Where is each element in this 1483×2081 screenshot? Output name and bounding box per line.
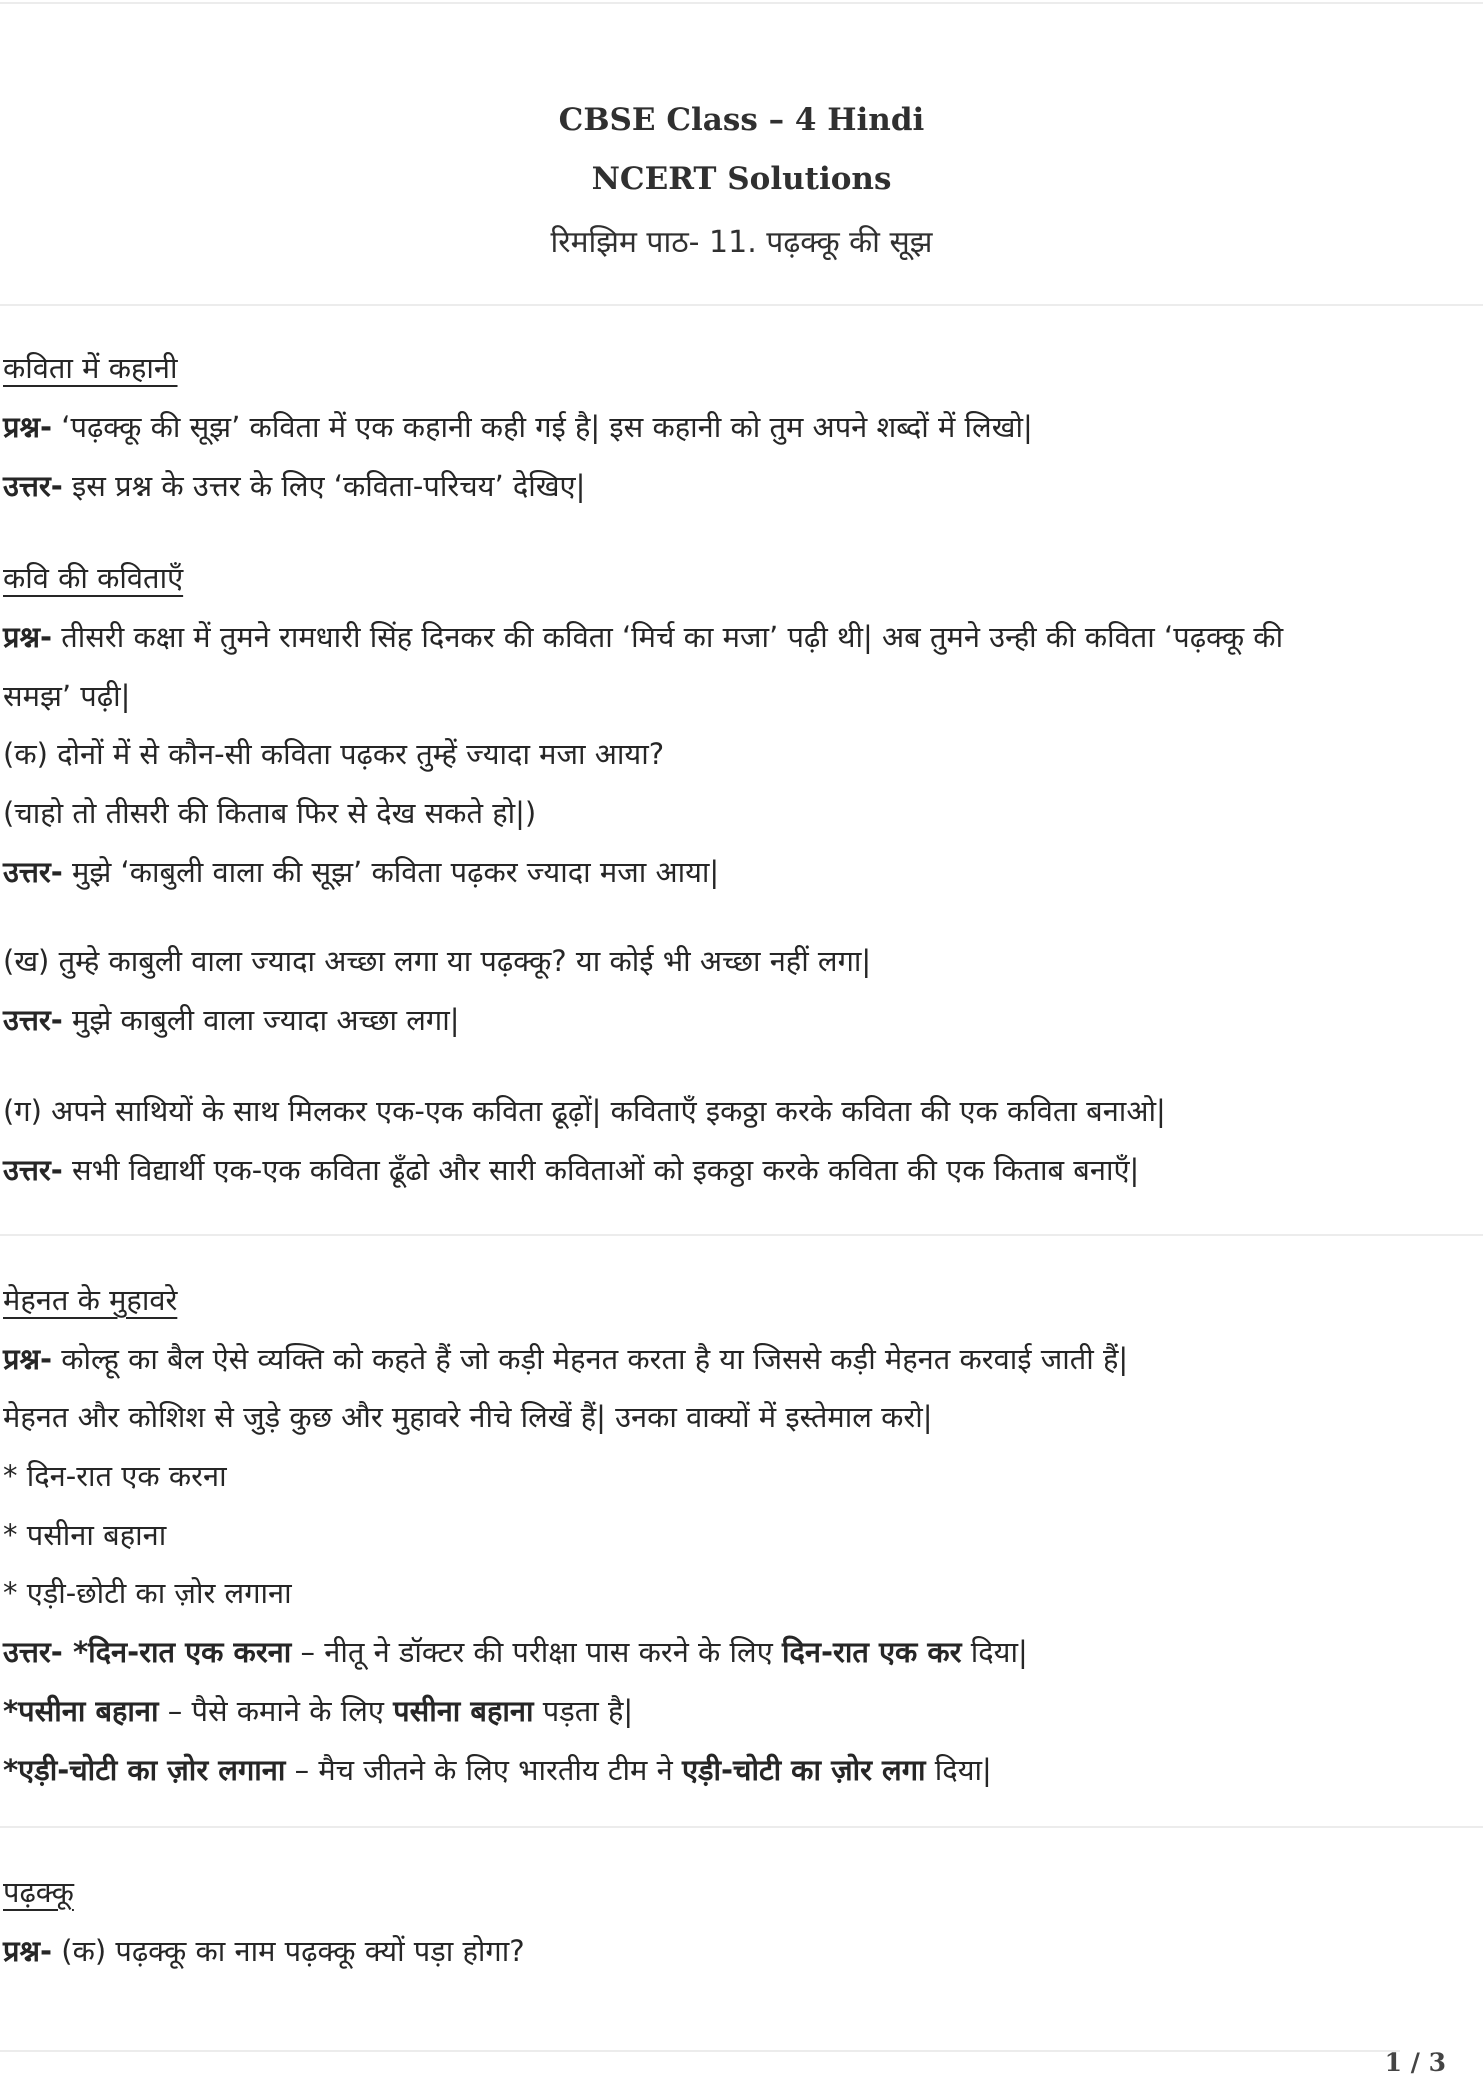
idiom-bold: *एड़ी-चोटी का ज़ोर लगाना — [3, 1753, 286, 1787]
idiom-bold: *दिन-रात एक करना — [62, 1635, 292, 1669]
section-heading-poems: कवि की कविताएँ — [3, 561, 184, 595]
question-line-continued: मेहनत और कोशिश से जुड़े कुछ और मुहावरे नीचे लिखें हैं| उनका वाक्यों में इस्तेमाल करो| — [3, 1400, 933, 1434]
idiom-bold: एड़ी-चोटी का ज़ोर लगा — [681, 1753, 926, 1787]
answer-line — [3, 466, 585, 506]
sub-question-a: (क) दोनों में से कौन-सी कविता पढ़कर तुम्हें ज्यादा मजा आया? — [3, 737, 665, 771]
answer-text: मुझे ‘काबुली वाला की सूझ’ कविता पढ़कर ज्यादा मजा आया| — [62, 855, 720, 889]
title-line-1: CBSE Class – 4 Hindi — [558, 102, 925, 138]
section-heading-padhakku: पढ़क्कू — [3, 1875, 74, 1909]
question-label: प्रश्न- — [3, 410, 53, 444]
idiom-bold: पसीना बहाना — [393, 1694, 534, 1728]
idiom-item: * पसीना बहाना — [3, 1518, 167, 1552]
question-line — [3, 617, 1283, 657]
section-heading-story: कविता में कहानी — [3, 351, 178, 385]
answer-line — [3, 1000, 460, 1040]
question-line — [3, 407, 1033, 447]
sub-question-b: (ख) तुम्हे काबुली वाला ज्यादा अच्छा लगा या पढ़क्कू? या कोई भी अच्छा नहीं लगा| — [3, 944, 872, 978]
sub-question-a-note: (चाहो तो तीसरी की किताब फिर से देख सकते हो|) — [3, 796, 537, 830]
answer-text: पड़ता है| — [533, 1694, 634, 1728]
idiom-bold: *पसीना बहाना — [3, 1694, 159, 1728]
question-label: प्रश्न- — [3, 1342, 53, 1376]
question-label: प्रश्न- — [3, 620, 53, 654]
idiom-item: * दिन-रात एक करना — [3, 1459, 227, 1493]
answer-text: – नीतू ने डॉक्टर की परीक्षा पास करने के लिए — [291, 1635, 782, 1669]
answer-label: उत्तर- — [3, 855, 63, 889]
question-text: (क) पढ़क्कू का नाम पढ़क्कू क्यों पड़ा होगा? — [52, 1934, 525, 1968]
sub-question-c: (ग) अपने साथियों के साथ मिलकर एक-एक कविता ढूढ़ों| कविताएँ इकठ्ठा करके कविता की एक कविता बनाओ| — [3, 1094, 1166, 1128]
section-divider — [0, 1826, 1483, 1828]
top-divider — [0, 2, 1483, 4]
answer-line — [3, 1632, 1028, 1672]
section-divider — [0, 1234, 1483, 1236]
question-label: प्रश्न- — [3, 1934, 53, 1968]
answer-text: इस प्रश्न के उत्तर के लिए ‘कविता-परिचय’ देखिए| — [62, 469, 586, 503]
question-text: ‘पढ़क्कू की सूझ’ कविता में एक कहानी कही गई है| इस कहानी को तुम अपने शब्दों में लिखो| — [52, 410, 1033, 444]
question-line — [3, 1339, 1128, 1379]
idiom-bold: दिन-रात एक कर — [781, 1635, 962, 1669]
answer-text: – मैच जीतने के लिए भारतीय टीम ने — [285, 1753, 682, 1787]
answer-text: – पैसे कमाने के लिए — [158, 1694, 394, 1728]
header-divider — [0, 304, 1483, 306]
answer-label: उत्तर- — [3, 469, 63, 503]
answer-line — [3, 1150, 1139, 1190]
answer-text: मुझे काबुली वाला ज्यादा अच्छा लगा| — [62, 1003, 460, 1037]
answer-line — [3, 1750, 992, 1790]
question-text: तीसरी कक्षा में तुमने रामधारी सिंह दिनकर की कविता ‘मिर्च का मजा’ पढ़ी थी| अब तुमने उन्ही की कविता ‘पढ़क्कू की — [52, 620, 1284, 654]
answer-line — [3, 1691, 633, 1731]
answer-label: उत्तर- — [3, 1003, 63, 1037]
page-number: 1 / 3 — [1384, 2048, 1446, 2077]
title-line-3: रिमझिम पाठ- 11. पढ़क्कू की सूझ — [550, 225, 933, 260]
answer-text: दिया| — [925, 1753, 992, 1787]
answer-text: दिया| — [961, 1635, 1028, 1669]
title-line-2: NCERT Solutions — [591, 161, 892, 197]
answer-label: उत्तर- — [3, 1635, 63, 1669]
section-heading-idioms: मेहनत के मुहावरे — [3, 1283, 178, 1317]
answer-label: उत्तर- — [3, 1153, 63, 1187]
footer-divider — [0, 2050, 1400, 2052]
question-text: कोल्हू का बैल ऐसे व्यक्ति को कहते हैं जो कड़ी मेहनत करता है या जिससे कड़ी मेहनत करवाई जाती हैं| — [52, 1342, 1129, 1376]
idiom-item: * एड़ी-छोटी का ज़ोर लगाना — [3, 1576, 292, 1610]
question-line — [3, 1931, 525, 1971]
answer-line — [3, 852, 719, 892]
answer-text: सभी विद्यार्थी एक-एक कविता ढूँढो और सारी कविताओं को इकठ्ठा करके कविता की एक किताब बनाएँ| — [62, 1153, 1140, 1187]
question-line-continued: समझ’ पढ़ी| — [3, 679, 131, 713]
